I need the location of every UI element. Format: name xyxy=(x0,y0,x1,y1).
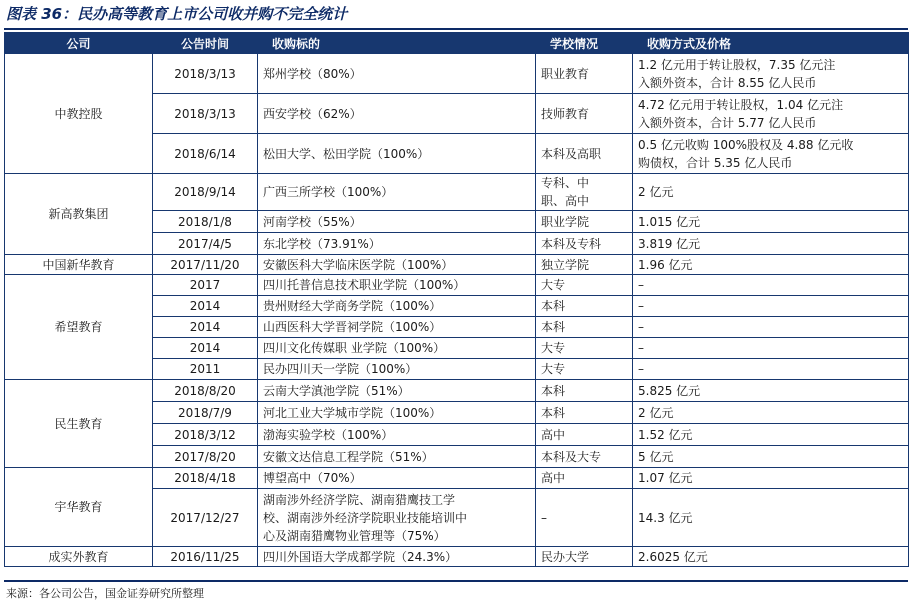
price-cell: – xyxy=(633,359,909,380)
announce-date-cell: 2017/12/27 xyxy=(153,489,258,547)
target-cell: 湖南涉外经济学院、湖南猎鹰技工学 校、湖南涉外经济学院职业技能培训中 心及湖南猎鹰物业管理等（75%） xyxy=(258,489,536,547)
header-school: 学校情况 xyxy=(536,33,633,54)
announce-date-cell: 2011 xyxy=(153,359,258,380)
target-cell: 博望高中（70%） xyxy=(258,468,536,489)
announce-date-cell: 2018/4/18 xyxy=(153,468,258,489)
school-type-cell: 民办大学 xyxy=(536,547,633,567)
target-cell: 郑州学校（80%） xyxy=(258,54,536,94)
target-cell: 河南学校（55%） xyxy=(258,211,536,233)
price-cell: 5 亿元 xyxy=(633,446,909,468)
price-cell: 14.3 亿元 xyxy=(633,489,909,547)
announce-date-cell: 2018/8/20 xyxy=(153,380,258,402)
company-name-cell: 民生教育 xyxy=(5,380,153,468)
header-target: 收购标的 xyxy=(258,33,536,54)
school-type-cell: 职业教育 xyxy=(536,54,633,94)
school-type-cell: – xyxy=(536,489,633,547)
price-cell: – xyxy=(633,296,909,317)
company-name-cell: 中国新华教育 xyxy=(5,255,153,275)
title-divider xyxy=(4,28,908,30)
table-row xyxy=(5,547,909,567)
chart-title: 图表 36：民办高等教育上市公司收并购不完全统计 xyxy=(6,5,348,23)
target-cell: 西安学校（62%） xyxy=(258,94,536,134)
school-type-cell: 本科 xyxy=(536,402,633,424)
target-cell: 四川文化传媒职 业学院（100%） xyxy=(258,338,536,359)
target-cell: 四川外国语大学成都学院（24.3%） xyxy=(258,547,536,567)
school-type-cell: 本科 xyxy=(536,317,633,338)
price-cell: – xyxy=(633,338,909,359)
announce-date-cell: 2018/3/13 xyxy=(153,54,258,94)
target-cell: 四川托普信息技术职业学院（100%） xyxy=(258,275,536,296)
school-type-cell: 本科及大专 xyxy=(536,446,633,468)
announce-date-cell: 2018/9/14 xyxy=(153,174,258,211)
header-company: 公司 xyxy=(5,33,153,54)
footer-divider xyxy=(4,580,908,582)
target-cell: 安徽医科大学临床医学院（100%） xyxy=(258,255,536,275)
target-cell: 云南大学滇池学院（51%） xyxy=(258,380,536,402)
target-cell: 民办四川天一学院（100%） xyxy=(258,359,536,380)
school-type-cell: 本科及专科 xyxy=(536,233,633,255)
school-type-cell: 职业学院 xyxy=(536,211,633,233)
school-type-cell: 技师教育 xyxy=(536,94,633,134)
price-cell: 2 亿元 xyxy=(633,174,909,211)
target-cell: 松田大学、松田学院（100%） xyxy=(258,134,536,174)
company-name-cell: 宇华教育 xyxy=(5,468,153,547)
announce-date-cell: 2014 xyxy=(153,338,258,359)
announce-date-cell: 2018/3/13 xyxy=(153,94,258,134)
target-cell: 东北学校（73.91%） xyxy=(258,233,536,255)
target-cell: 山西医科大学晋祠学院（100%） xyxy=(258,317,536,338)
announce-date-cell: 2014 xyxy=(153,296,258,317)
school-type-cell: 大专 xyxy=(536,338,633,359)
table-row xyxy=(5,174,909,211)
price-cell: 1.2 亿元用于转让股权，7.35 亿元注 入额外资本，合计 8.55 亿人民币 xyxy=(633,54,909,94)
school-type-cell: 本科及高职 xyxy=(536,134,633,174)
price-cell: 1.96 亿元 xyxy=(633,255,909,275)
header-date: 公告时间 xyxy=(153,33,258,54)
price-cell: 5.825 亿元 xyxy=(633,380,909,402)
table-row xyxy=(5,380,909,402)
school-type-cell: 高中 xyxy=(536,468,633,489)
announce-date-cell: 2017 xyxy=(153,275,258,296)
announce-date-cell: 2017/8/20 xyxy=(153,446,258,468)
table-header-row xyxy=(5,33,909,54)
target-cell: 河北工业大学城市学院（100%） xyxy=(258,402,536,424)
announce-date-cell: 2018/6/14 xyxy=(153,134,258,174)
school-type-cell: 专科、中 职、高中 xyxy=(536,174,633,211)
announce-date-cell: 2016/11/25 xyxy=(153,547,258,567)
price-cell: 2 亿元 xyxy=(633,402,909,424)
announce-date-cell: 2014 xyxy=(153,317,258,338)
school-type-cell: 大专 xyxy=(536,275,633,296)
school-type-cell: 独立学院 xyxy=(536,255,633,275)
announce-date-cell: 2017/4/5 xyxy=(153,233,258,255)
table-body xyxy=(5,54,909,567)
target-cell: 渤海实验学校（100%） xyxy=(258,424,536,446)
source-note: 来源：各公司公告，国金证券研究所整理 xyxy=(6,587,204,600)
target-cell: 贵州财经大学商务学院（100%） xyxy=(258,296,536,317)
price-cell: 4.72 亿元用于转让股权，1.04 亿元注 入额外资本，合计 5.77 亿人民币 xyxy=(633,94,909,134)
header-price: 收购方式及价格 xyxy=(633,33,909,54)
price-cell: 1.015 亿元 xyxy=(633,211,909,233)
price-cell: – xyxy=(633,317,909,338)
school-type-cell: 大专 xyxy=(536,359,633,380)
price-cell: – xyxy=(633,275,909,296)
announce-date-cell: 2018/7/9 xyxy=(153,402,258,424)
price-cell: 3.819 亿元 xyxy=(633,233,909,255)
table-row xyxy=(5,54,909,94)
table-row xyxy=(5,275,909,296)
price-cell: 0.5 亿元收购 100%股权及 4.88 亿元收 购债权，合计 5.35 亿人民币 xyxy=(633,134,909,174)
price-cell: 2.6025 亿元 xyxy=(633,547,909,567)
announce-date-cell: 2018/1/8 xyxy=(153,211,258,233)
company-name-cell: 成实外教育 xyxy=(5,547,153,567)
company-name-cell: 新高教集团 xyxy=(5,174,153,255)
announce-date-cell: 2018/3/12 xyxy=(153,424,258,446)
school-type-cell: 高中 xyxy=(536,424,633,446)
school-type-cell: 本科 xyxy=(536,380,633,402)
price-cell: 1.52 亿元 xyxy=(633,424,909,446)
table-row xyxy=(5,468,909,489)
price-cell: 1.07 亿元 xyxy=(633,468,909,489)
table-row xyxy=(5,255,909,275)
school-type-cell: 本科 xyxy=(536,296,633,317)
target-cell: 广西三所学校（100%） xyxy=(258,174,536,211)
acquisition-table xyxy=(4,32,909,567)
announce-date-cell: 2017/11/20 xyxy=(153,255,258,275)
target-cell: 安徽文达信息工程学院（51%） xyxy=(258,446,536,468)
company-name-cell: 中教控股 xyxy=(5,54,153,174)
company-name-cell: 希望教育 xyxy=(5,275,153,380)
